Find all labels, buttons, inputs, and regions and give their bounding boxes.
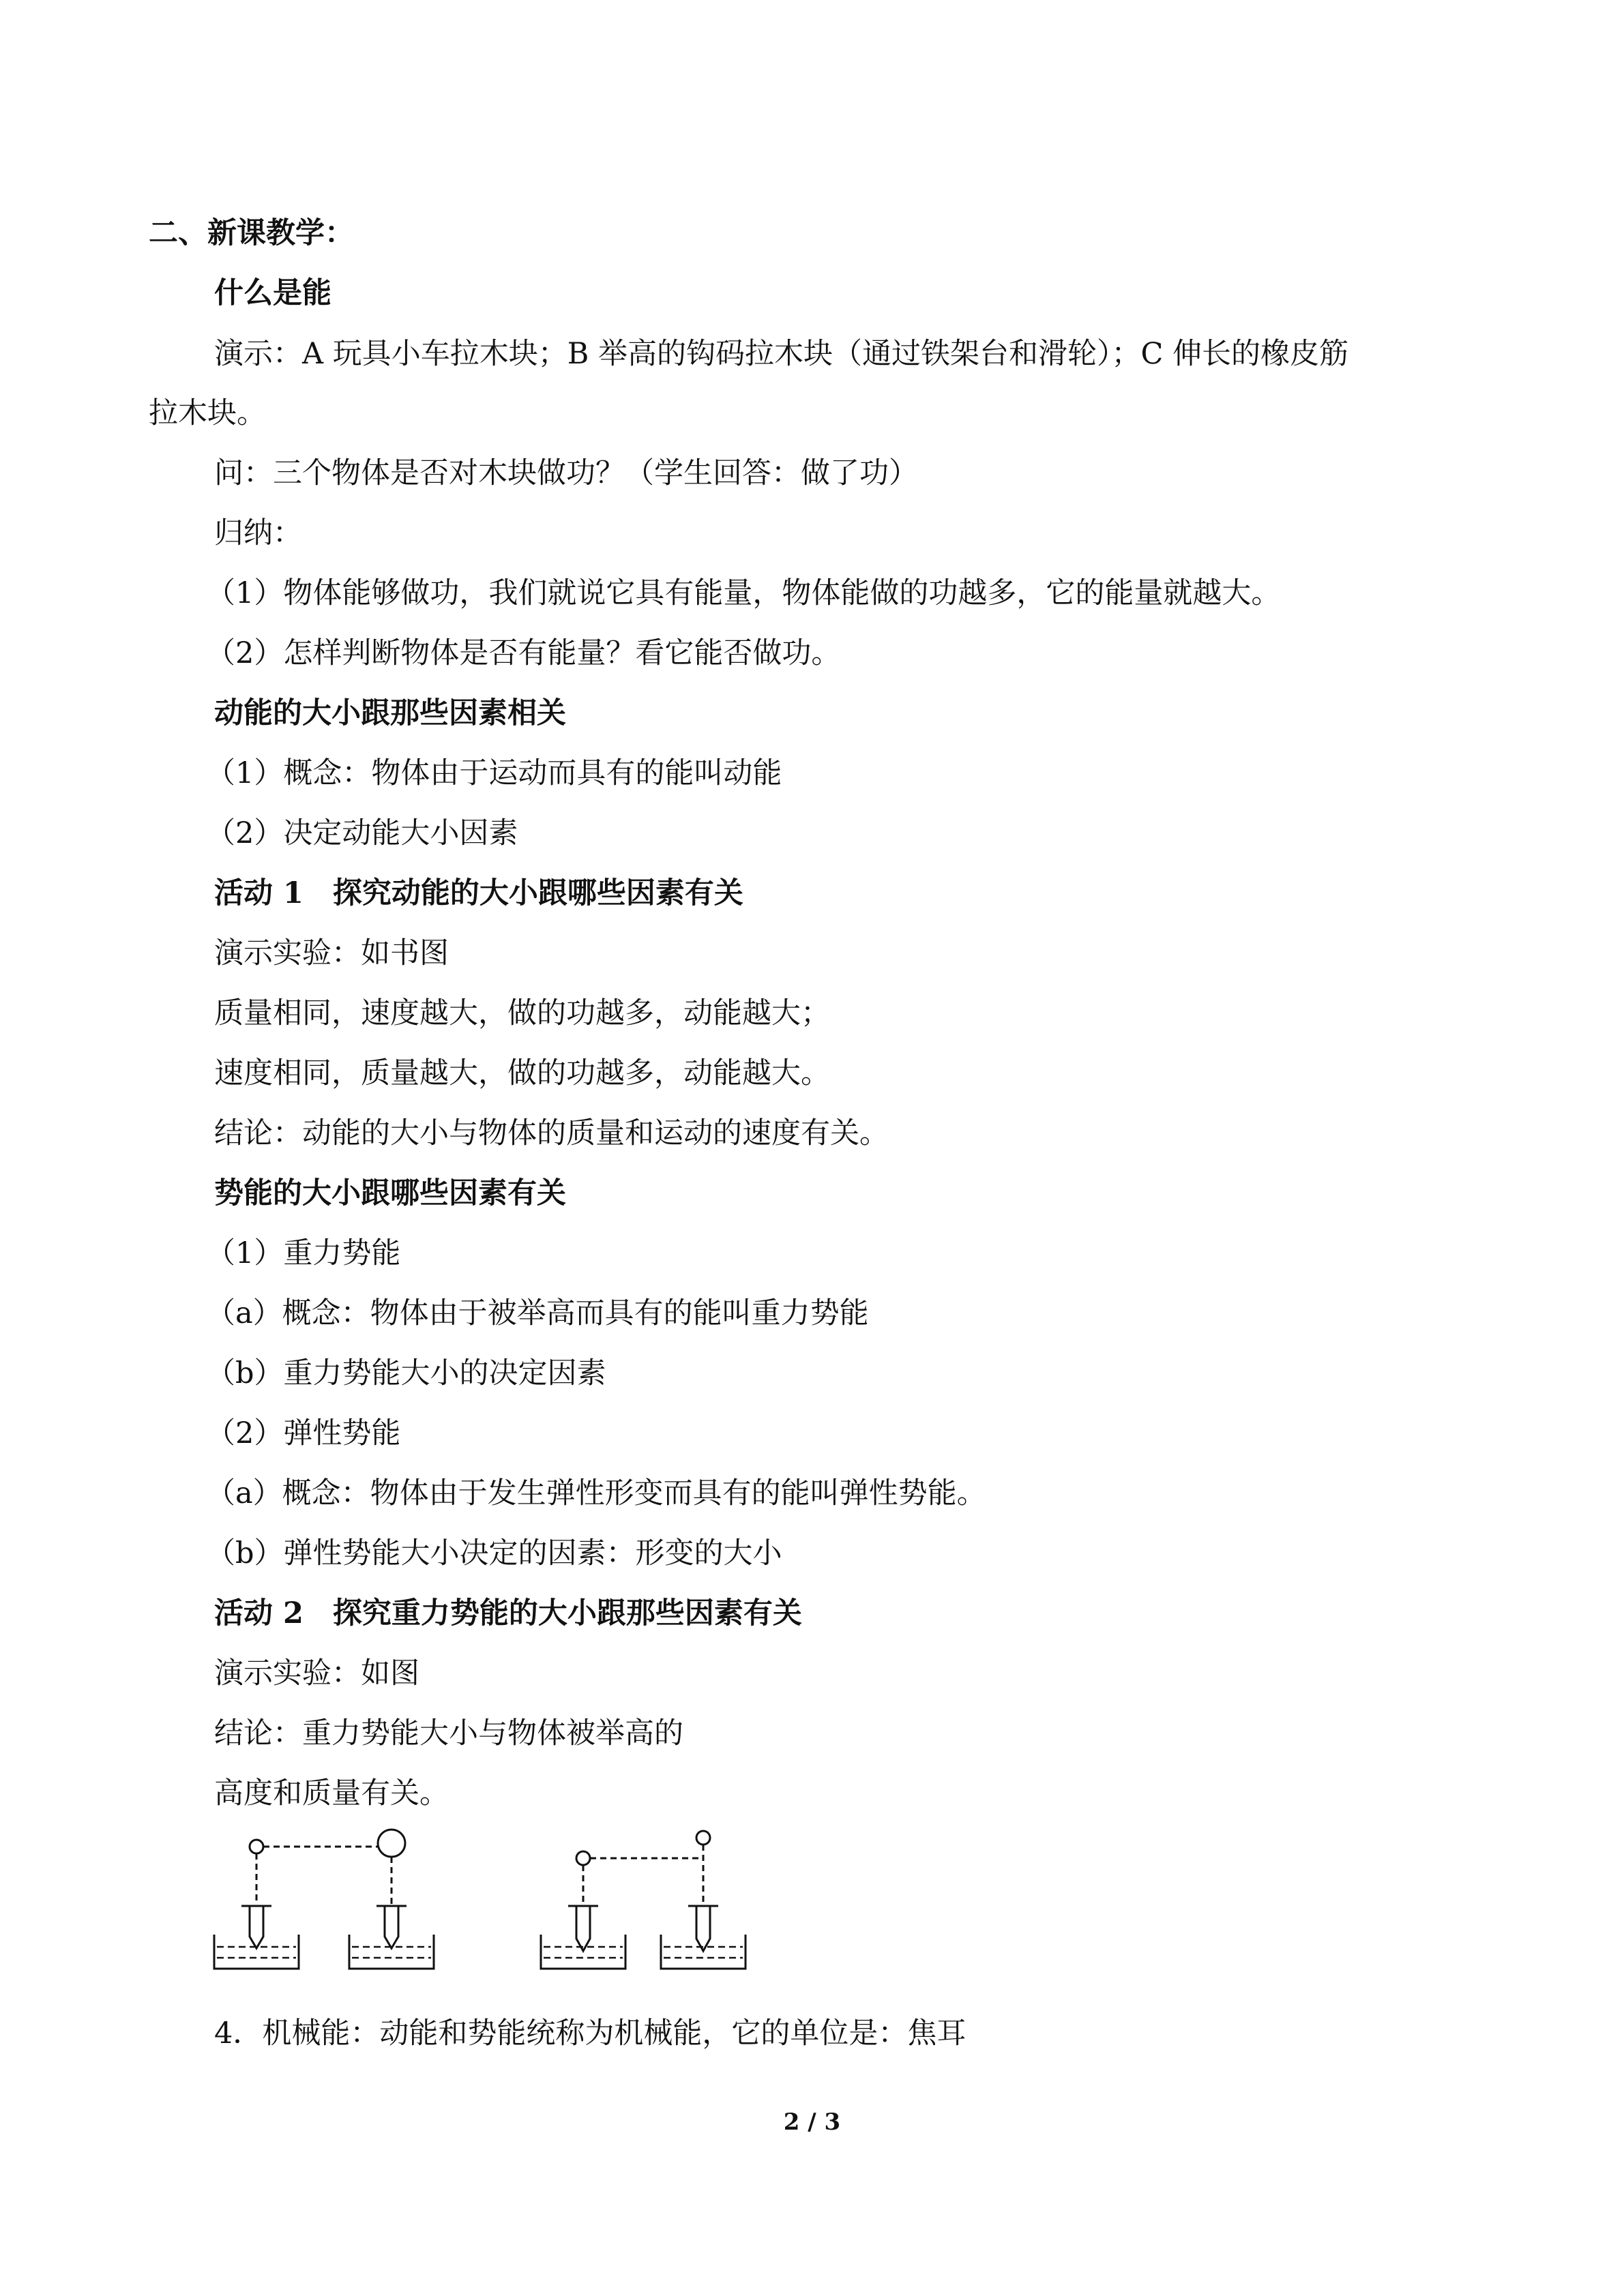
potential-conclusion-2: 高度和质量有关。 (214, 1776, 449, 1810)
heading-what-is-energy: 什么是能 (214, 276, 331, 310)
summary-label: 归纳： (214, 516, 302, 550)
figure-group-same-height (214, 1830, 434, 1969)
stake-and-sand (541, 1906, 625, 1969)
potential-energy-figure (205, 1824, 764, 1995)
kinetic-concept: （1）概念：物体由于运动而具有的能叫动能 (206, 756, 782, 790)
stake-and-sand (661, 1906, 745, 1969)
low-ball (576, 1851, 590, 1865)
kinetic-conclusion: 结论：动能的大小与物体的质量和运动的速度有关。 (214, 1116, 889, 1150)
kinetic-demo: 演示实验：如书图 (214, 936, 449, 970)
large-ball (378, 1830, 405, 1857)
potential-conclusion-1: 结论：重力势能大小与物体被举高的 (214, 1716, 683, 1750)
gravity-factors: （b）重力势能大小的决定因素 (206, 1356, 606, 1390)
summary-point-2: （2）怎样判断物体是否有能量？看它能否做功。 (206, 636, 841, 670)
activity-1-title: 活动 1 探究动能的大小跟哪些因素有关 (214, 876, 743, 910)
activity-2-title: 活动 2 探究重力势能的大小跟那些因素有关 (214, 1596, 802, 1630)
potential-demo: 演示实验：如图 (214, 1656, 419, 1690)
stake-and-sand (214, 1906, 299, 1969)
question-line: 问：三个物体是否对木块做功？（学生回答：做了功） (214, 456, 918, 490)
kinetic-result-2: 速度相同，质量越大，做的功越多，动能越大。 (214, 1056, 830, 1090)
heading-potential: 势能的大小跟哪些因素有关 (214, 1176, 566, 1210)
gravity-title: （1）重力势能 (206, 1236, 401, 1270)
high-ball (696, 1831, 710, 1845)
demo-line-1: 演示：A 玩具小车拉木块；B 举高的钩码拉木块（通过铁架台和滑轮）；C 伸长的橡皮筋 (214, 337, 1349, 371)
gravity-concept: （a）概念：物体由于被举高而具有的能叫重力势能 (206, 1296, 869, 1330)
heading-kinetic: 动能的大小跟那些因素相关 (214, 696, 566, 730)
elastic-factors: （b）弹性势能大小决定的因素：形变的大小 (206, 1536, 782, 1570)
kinetic-factors: （2）决定动能大小因素 (206, 816, 518, 850)
section-title: 二、新课教学： (149, 216, 354, 250)
kinetic-result-1: 质量相同，速度越大，做的功越多，动能越大； (214, 996, 830, 1030)
figure-group-same-mass (541, 1831, 745, 1969)
elastic-concept: （a）概念：物体由于发生弹性形变而具有的能叫弹性势能。 (206, 1476, 986, 1510)
summary-point-1: （1）物体能够做功，我们就说它具有能量，物体能做的功越多，它的能量就越大。 (206, 576, 1281, 610)
small-ball (250, 1840, 263, 1853)
mechanical-energy-line: 4．机械能：动能和势能统称为机械能，它的单位是：焦耳 (214, 2016, 966, 2051)
demo-line-2: 拉木块。 (149, 396, 266, 430)
elastic-title: （2）弹性势能 (206, 1416, 401, 1450)
stake-and-sand (349, 1906, 434, 1969)
page-number: 2 / 3 (783, 2108, 841, 2136)
